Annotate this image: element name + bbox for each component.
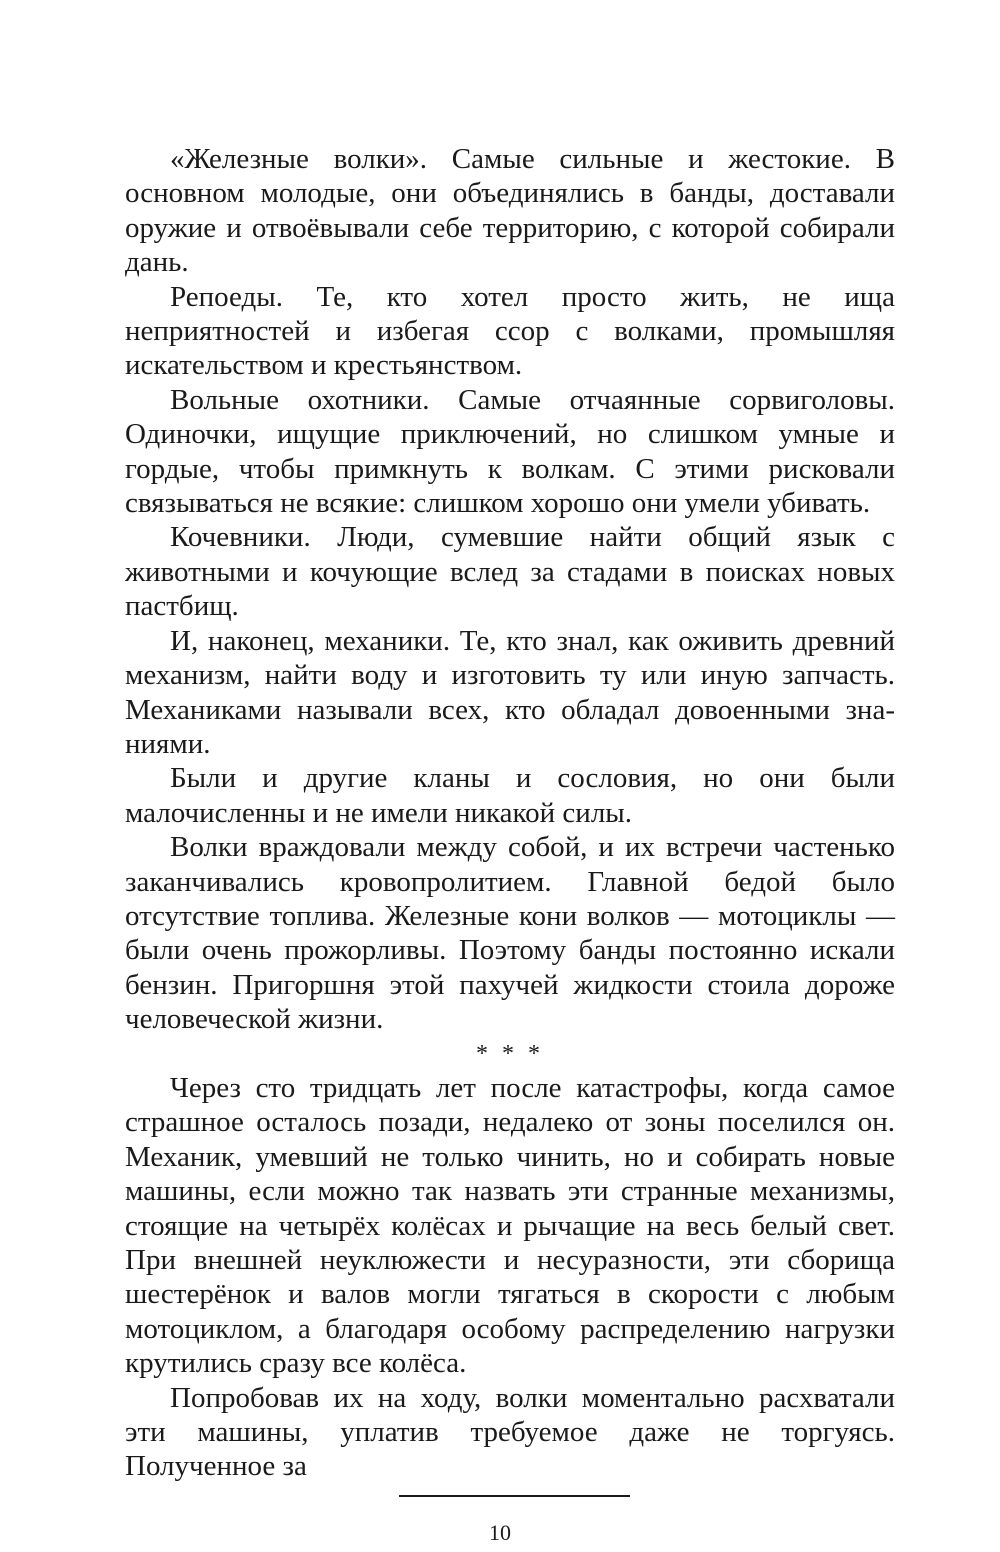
page-number: 10 bbox=[489, 1520, 511, 1545]
section-separator: * * * bbox=[476, 1040, 544, 1067]
paragraph-mechanic-settled: Через сто тридцать лет после катастрофы, когда самое страшное осталось позади, недалеко от зоны поселился он. Механик, умевший не только чинить, но и собирать новые машины, если можно так назвать эти странные механизмы, стоящие на четырёх колёсах и рычащие на весь белый свет. При внешней неуклюжести и несуразности, эти сборища шестерёнок и валов могли тягаться в скорости с любым мотоциклом, а благодаря особому распределению нагрузки крутились сразу все колёса. bbox=[125, 1071, 895, 1380]
paragraph-free-hunters: Вольные охотники. Самые отчаянные сорвиголовы. Одиночки, ищущие приключений, но слишком умные и гордые, чтобы примкнуть к волкам. С этими рисковали связываться не всякие: слишком хорошо они умели убивать. bbox=[125, 383, 895, 520]
paragraph-wolves-bought: Попробовав их на ходу, волки моментально расхватали эти машины, уплатив требуемое даже не торгуясь. Полученное за bbox=[125, 1381, 895, 1483]
paragraph-nomads: Кочевники. Люди, сумевшие найти общий язык с животными и кочующие вслед за стадами в поисках новых пастбищ. bbox=[125, 521, 895, 623]
body-text bbox=[125, 142, 895, 1484]
paragraph-wolves-feud: Волки враждовали между собой, и их встречи частенько заканчивались кровопролитием. Главной бедой было отсутствие топлива. Железные кони волков — мотоциклы — были очень прожорливы. Поэтому банды постоянно искали бензин. Пригоршня этой пахучей жидкости стоила дороже человеческой жизни. bbox=[125, 831, 895, 1036]
paragraph-repoedy: Репоеды. Те, кто хотел просто жить, не ища неприятностей и избегая ссор с волками, промышляя искательством и крестьянством. bbox=[125, 280, 895, 382]
paragraph-iron-wolves: «Железные волки». Самые сильные и жестокие. В основном молодые, они объединялись в банды, доставали оружие и отвоёвывали себе территорию, с которой собирали дань. bbox=[125, 143, 895, 279]
footer-rule bbox=[399, 1495, 630, 1497]
paragraph-other-clans: Были и другие кланы и сословия, но они были малочисленны и не имели никакой силы. bbox=[125, 762, 895, 829]
paragraph-mechanics: И, наконец, механики. Те, кто знал, как оживить древний механизм, найти воду и изготовить ту или иную запчасть. Механиками называли всех, кто обладал довоенными знаниями. bbox=[125, 624, 895, 760]
